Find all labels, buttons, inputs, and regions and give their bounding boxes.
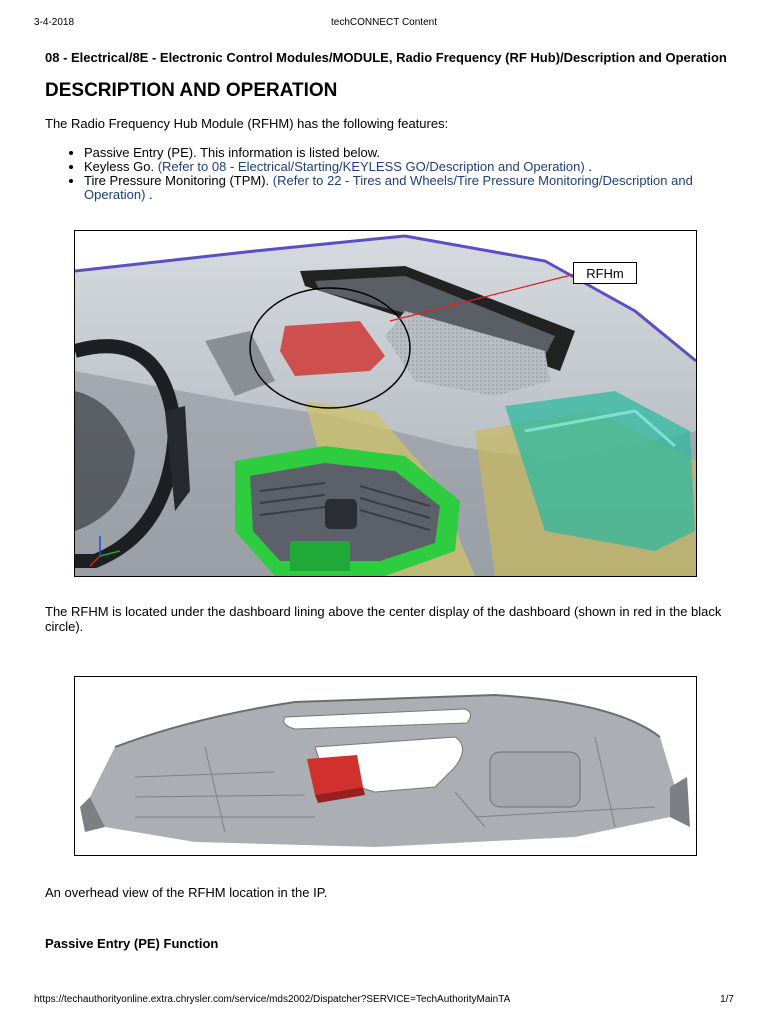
section-heading-passive-entry: Passive Entry (PE) Function [45, 936, 219, 951]
figure2-caption: An overhead view of the RFHM location in the IP. [45, 885, 328, 900]
page-title: DESCRIPTION AND OPERATION [45, 80, 338, 101]
intro-text: The Radio Frequency Hub Module (RFHM) has the following features: [45, 116, 449, 131]
feature-suffix: . [584, 159, 592, 174]
rfhm-callout-box [573, 262, 637, 284]
breadcrumb: 08 - Electrical/8E - Electronic Control Modules/MODULE, Radio Frequency (RF Hub)/Description and Operation [45, 50, 727, 65]
footer-page-number: 1/7 [720, 994, 734, 1005]
figure1-caption: The RFHM is located under the dashboard lining above the center display of the dashboard (shown in red in the black circle). [45, 604, 722, 634]
feature-list [45, 146, 744, 202]
header-date: 3-4-2018 [34, 17, 75, 28]
rfhm-callout-label: RFHm [586, 265, 624, 281]
feature-item-tpm [84, 174, 744, 202]
dashboard-cutaway-figure [74, 230, 697, 577]
header-site-title: techCONNECT Content [331, 17, 437, 28]
ip-overhead-figure [74, 676, 697, 856]
feature-text: Keyless Go. [84, 159, 158, 174]
ip-overhead-illustration [75, 677, 696, 855]
feature-item-passive-entry [84, 146, 744, 160]
footer-url: https://techauthorityonline.extra.chrysler.com/service/mds2002/Dispatcher?SERVICE=TechAuthorityMainTA [34, 994, 511, 1005]
tpm-reference-link[interactable]: (Refer to 22 - Tires and Wheels/Tire Pressure Monitoring/Description and Operation) [84, 173, 693, 202]
feature-text: Tire Pressure Monitoring (TPM). [84, 173, 273, 188]
feature-item-keyless-go [84, 160, 744, 174]
feature-suffix: . [145, 187, 153, 202]
keyless-go-reference-link[interactable]: (Refer to 08 - Electrical/Starting/KEYLESS GO/Description and Operation) [157, 159, 585, 174]
feature-text: Passive Entry (PE). This information is listed below. [84, 145, 380, 160]
